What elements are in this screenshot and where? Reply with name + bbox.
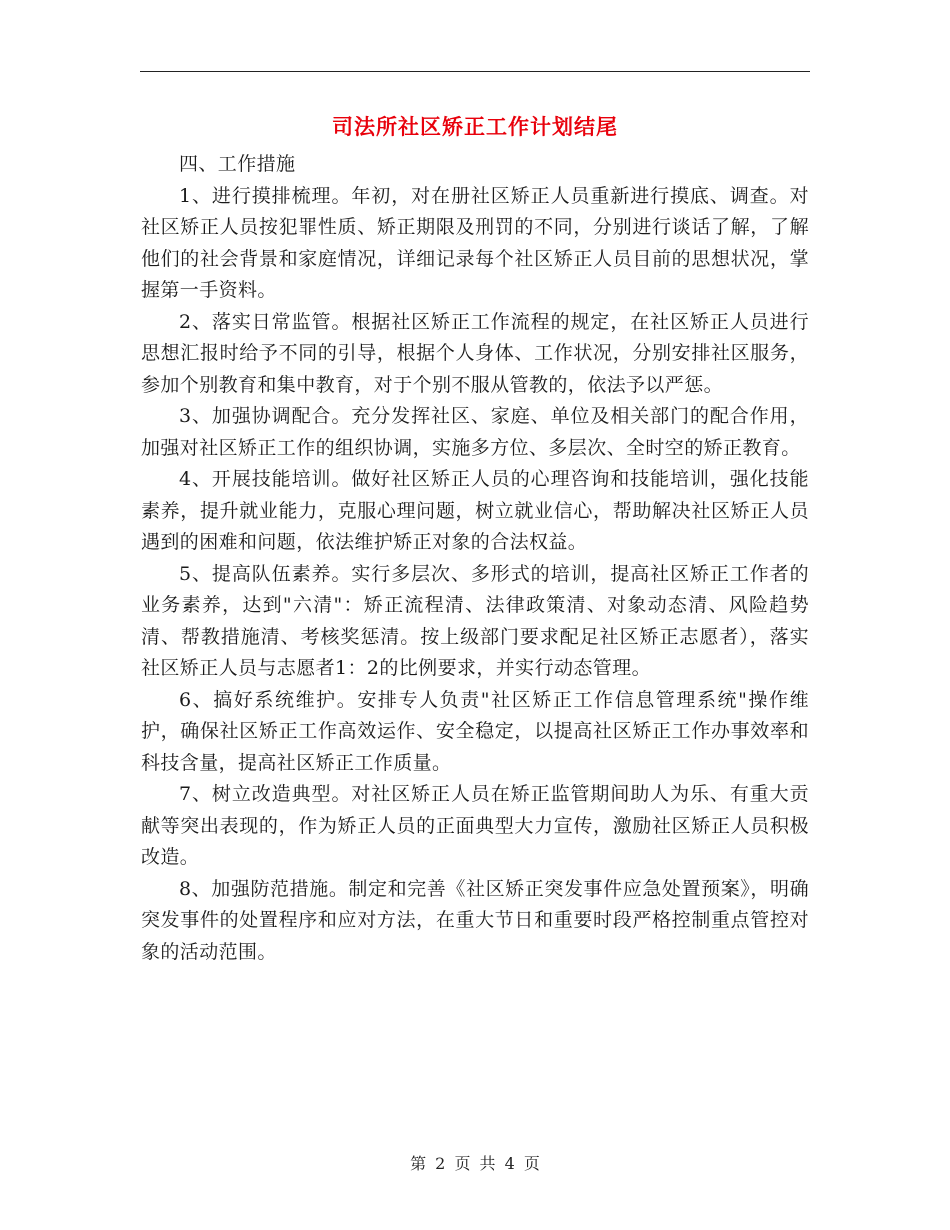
- paragraph-1: 1、进行摸排梳理。年初，对在册社区矫正人员重新进行摸底、调查。对社区矫正人员按犯罪性质、矫正期限及刑罚的不同，分别进行谈话了解，了解他们的社会背景和家庭情况，详细记录每个社区矫正人员目前的思想状况，掌握第一手资料。: [141, 184, 809, 301]
- paragraph-2: 2、落实日常监管。根据社区矫正工作流程的规定，在社区矫正人员进行思想汇报时给予不同的引导，根据个人身体、工作状况，分别安排社区服务，参加个别教育和集中教育，对于个别不服从管教的，依法予以严惩。: [141, 310, 809, 396]
- header-rule: [140, 71, 810, 72]
- paragraph-7: 7、树立改造典型。对社区矫正人员在矫正监管期间助人为乐、有重大贡献等突出表现的，作为矫正人员的正面典型大力宣传，激励社区矫正人员积极改造。: [141, 783, 809, 868]
- document-title: 司法所社区矫正工作计划结尾: [332, 115, 618, 139]
- paragraph-4: 4、开展技能培训。做好社区矫正人员的心理咨询和技能培训，强化技能素养，提升就业能力，克服心理问题，树立就业信心，帮助解决社区矫正人员遇到的困难和问题，依法维护矫正对象的合法权益。: [141, 468, 809, 553]
- paragraph-6: 6、搞好系统维护。安排专人负责"社区矫正工作信息管理系统"操作维护，确保社区矫正工作高效运作、安全稳定，以提高社区矫正工作办事效率和科技含量，提高社区矫正工作质量。: [141, 688, 809, 774]
- section-heading: 四、工作措施: [179, 153, 296, 175]
- paragraph-3: 3、加强协调配合。充分发挥社区、家庭、单位及相关部门的配合作用，加强对社区矫正工作的组织协调，实施多方位、多层次、全时空的矫正教育。: [141, 405, 809, 459]
- paragraph-5: 5、提高队伍素养。实行多层次、多形式的培训，提高社区矫正工作者的业务素养，达到"六清"：矫正流程清、法律政策清、对象动态清、风险趋势清、帮教措施清、考核奖惩清。按上级部门要求配足社区矫正志愿者），落实社区矫正人员与志愿者1：2的比例要求，并实行动态管理。: [141, 562, 809, 679]
- document-body: [141, 149, 809, 968]
- page-number-footer: 第 2 页 共 4 页: [410, 1154, 540, 1173]
- paragraph-8: 8、加强防范措施。制定和完善《社区矫正突发事件应急处置预案》，明确突发事件的处置程序和应对方法，在重大节日和重要时段严格控制重点管控对象的活动范围。: [141, 877, 809, 963]
